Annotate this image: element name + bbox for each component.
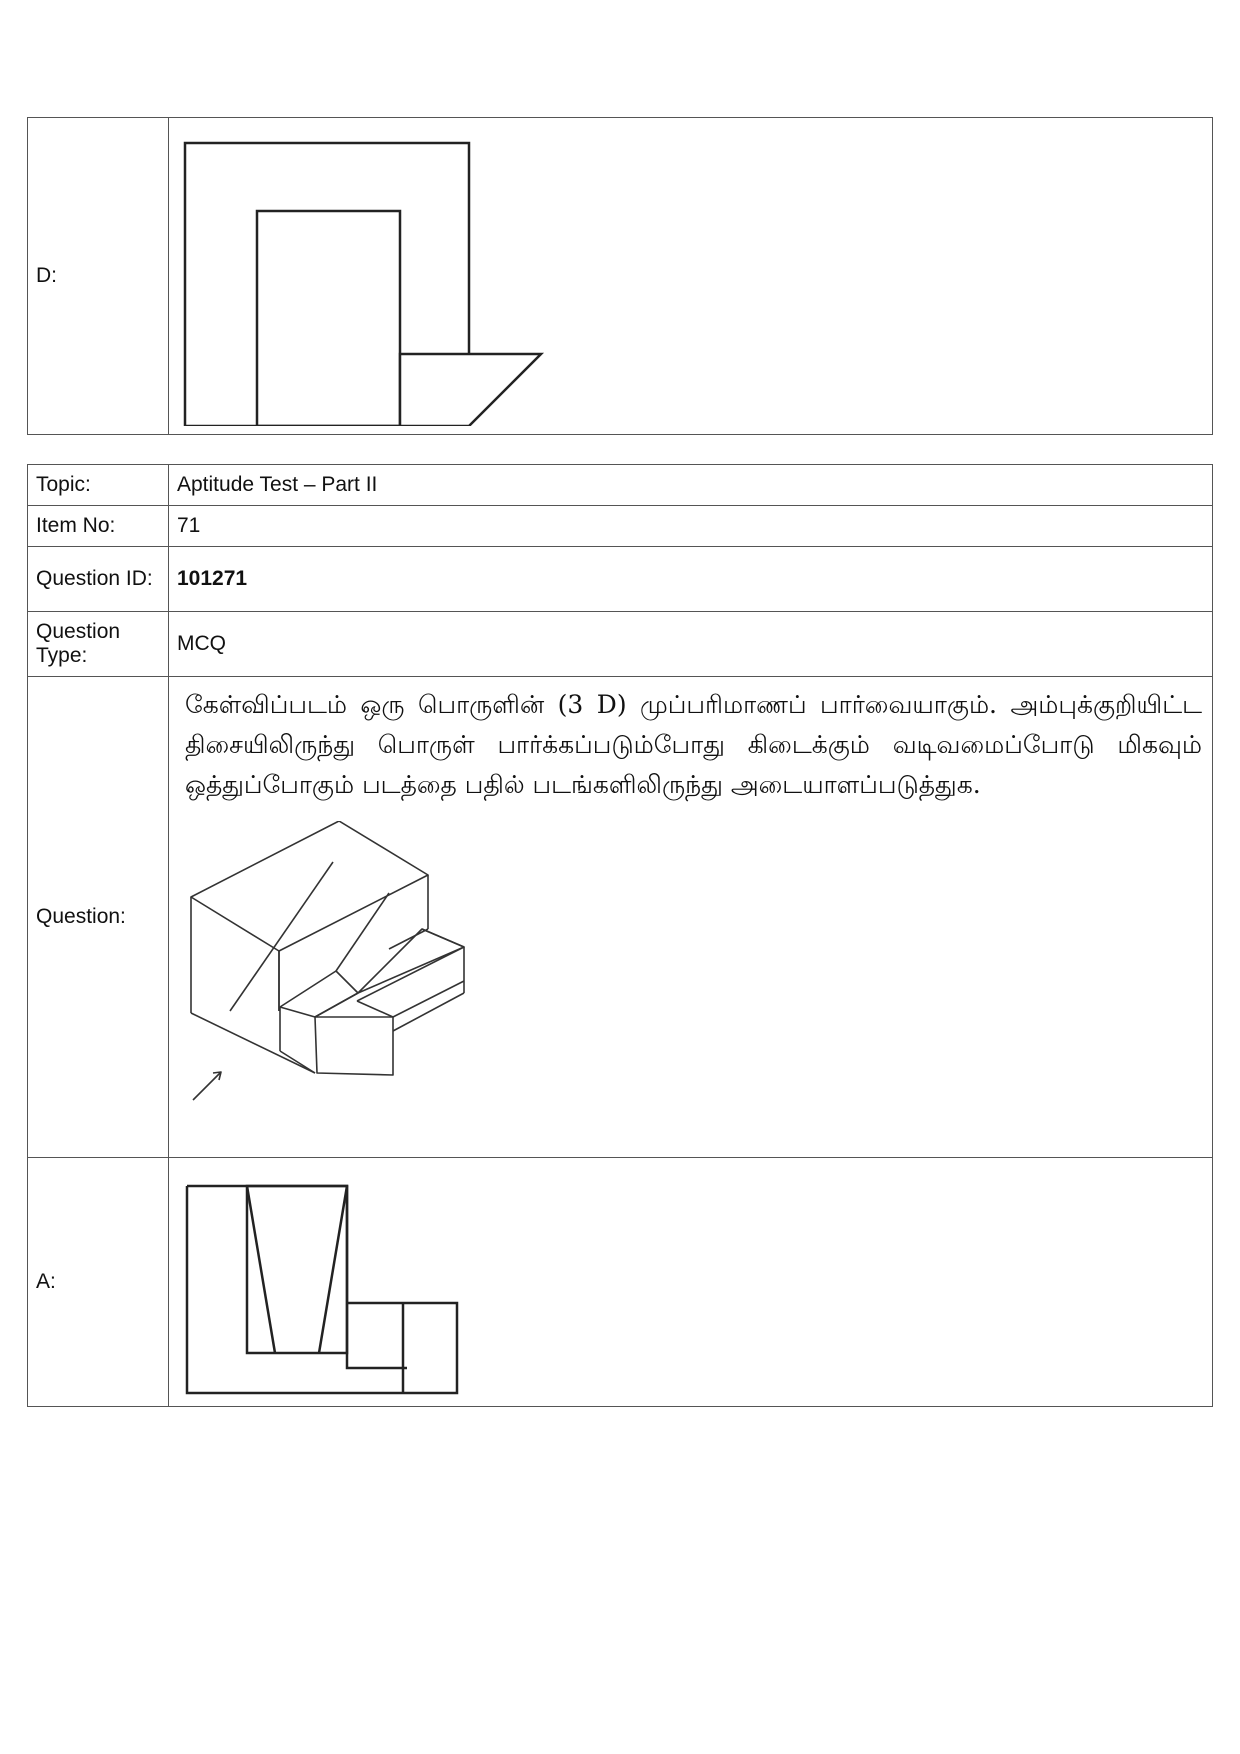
question-label: Question: [28,677,169,1158]
question-row [28,677,1213,1158]
option-d-figure [177,126,597,426]
item-no-row [28,506,1213,547]
option-d-row [28,118,1213,435]
question-details-table [27,464,1213,1407]
question-id-row [28,547,1213,612]
option-d-label: D: [28,118,169,435]
question-type-value: MCQ [169,612,1213,677]
option-d-table [27,117,1213,435]
option-a-label: A: [28,1158,169,1407]
topic-value: Aptitude Test – Part II [169,465,1213,506]
question-content-cell [169,677,1213,1158]
question-type-label: Question Type: [28,612,169,677]
question-id-label: Question ID: [28,547,169,612]
question-type-row [28,612,1213,677]
option-a-figure [177,1168,477,1396]
question-3d-figure [177,821,497,1121]
option-a-row [28,1158,1213,1407]
topic-label: Topic: [28,465,169,506]
topic-row [28,465,1213,506]
question-text: கேள்விப்படம் ஒரு பொருளின் (3 D) முப்பரிமாணப் பார்வையாகும். அம்புக்குறியிட்ட திசையிலிருந்து பொருள் பார்க்கப்படும்போது கிடைக்கும் வடிவமைப்போடு மிகவும் ஒத்துப்போகும் படத்தை பதில் படங்களிலிருந்து அடையாளப்படுத்துக. [185,690,1202,799]
item-no-value: 71 [169,506,1213,547]
option-a-figure-cell [169,1158,1213,1407]
option-d-figure-cell [169,118,1213,435]
item-no-label: Item No: [28,506,169,547]
question-id-value: 101271 [169,547,1213,612]
